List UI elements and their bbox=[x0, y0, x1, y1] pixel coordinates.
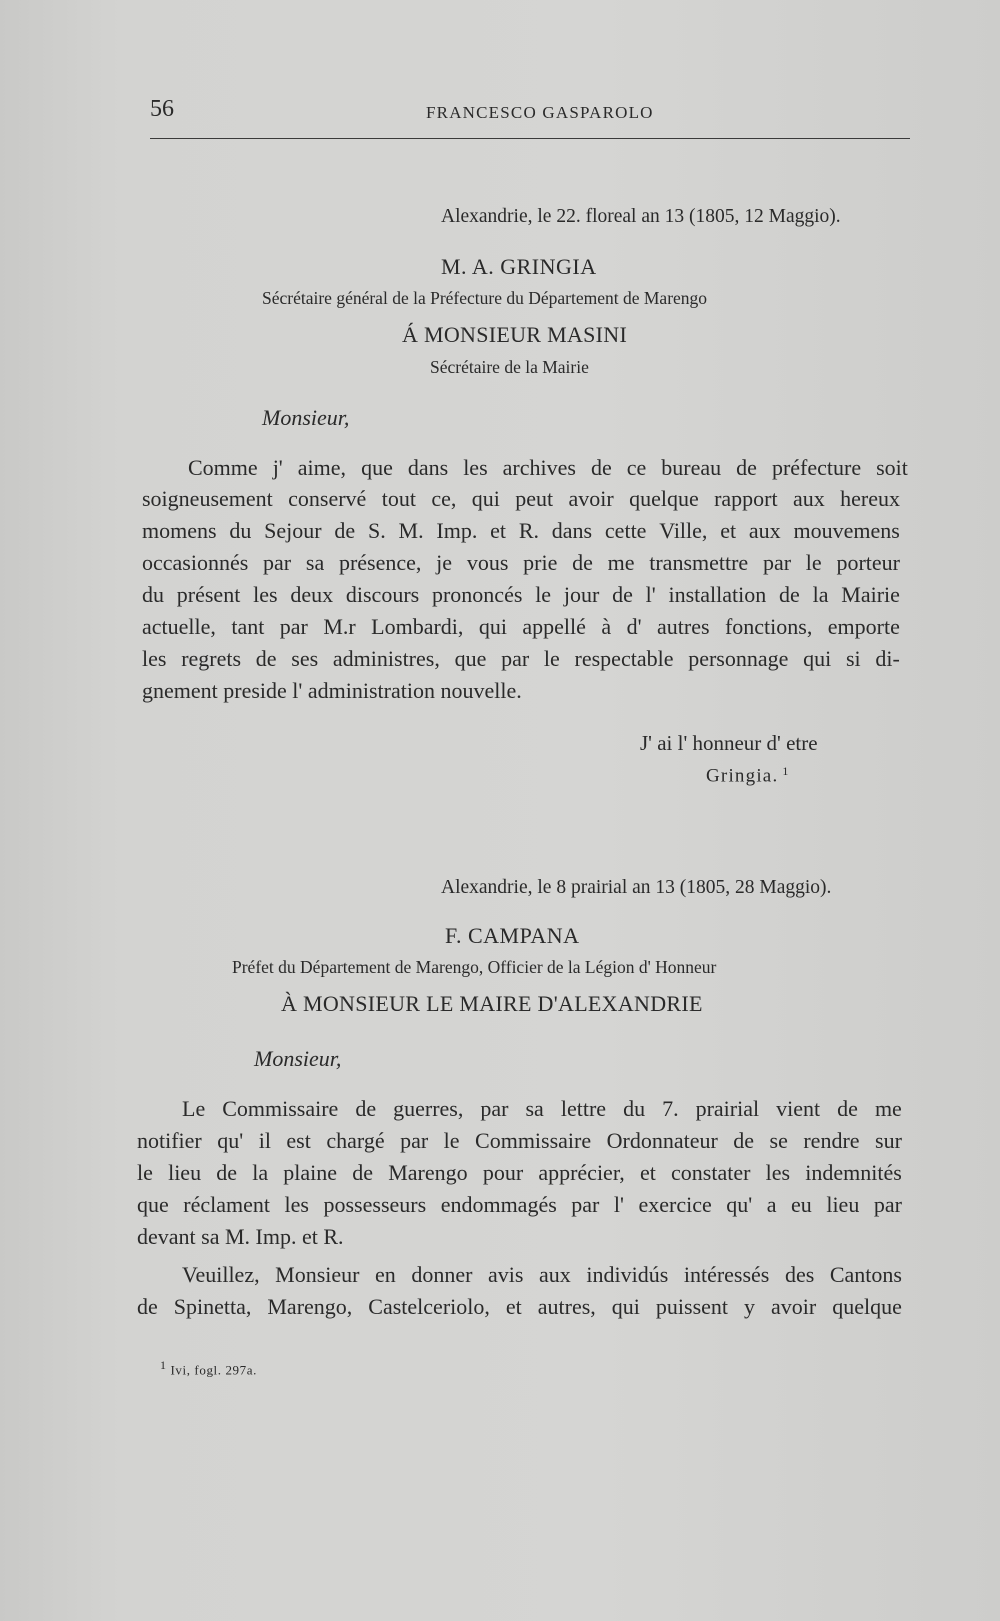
letter-1-closing: J' ai l' honneur d' etre bbox=[640, 731, 818, 755]
footnote-text: Ivi, fogl. 297a. bbox=[170, 1362, 257, 1378]
running-title: FRANCESCO GASPAROLO bbox=[426, 103, 654, 122]
letter-2-dateline: Alexandrie, le 8 prairial an 13 (1805, 28 Maggio). bbox=[441, 877, 832, 898]
letter-2-body-line: Veuillez, Monsieur en donner avis aux individús intéressés des Cantons bbox=[182, 1262, 902, 1287]
letter-2-body-line: notifier qu' il est chargé par le Commissaire Ordonnateur de se rendre sur bbox=[137, 1128, 902, 1153]
letter-2-body-line: Le Commissaire de guerres, par sa lettre du 7. prairial vient de me bbox=[182, 1096, 902, 1121]
letter-2-sender-role: Préfet du Département de Marengo, Officier de la Légion d' Honneur bbox=[232, 957, 717, 977]
footnote-reference: 1 bbox=[782, 764, 789, 778]
footnote-mark: 1 bbox=[160, 1358, 167, 1372]
letter-2-body-line: le lieu de la plaine de Marengo pour apprécier, et constater les indemnités bbox=[137, 1160, 902, 1185]
letter-1-body-line: du présent les deux discours prononcés le jour de l' installation de la Mairie bbox=[142, 582, 900, 607]
letter-2-sender: F. CAMPANA bbox=[445, 923, 580, 948]
letter-1-signature-block bbox=[706, 764, 788, 787]
letter-2-body-line: de Spinetta, Marengo, Castelceriolo, et autres, qui puissent y avoir quelque bbox=[137, 1294, 902, 1319]
header-rule bbox=[150, 138, 910, 139]
letter-1-body-line: gnement preside l' administration nouvelle. bbox=[142, 678, 522, 703]
letter-1-signature: Gringia. bbox=[706, 765, 779, 787]
letter-1-body-line: momens du Sejour de S. M. Imp. et R. dans cette Ville, et aux mouvemens bbox=[142, 518, 900, 543]
letter-1-sender-role: Sécrétaire général de la Préfecture du Département de Marengo bbox=[262, 288, 708, 308]
letter-1-sender: M. A. GRINGIA bbox=[441, 254, 597, 279]
letter-1-addressee: Á MONSIEUR MASINI bbox=[402, 322, 628, 347]
footnote bbox=[160, 1358, 257, 1378]
letter-2-addressee: À MONSIEUR LE MAIRE D'ALEXANDRIE bbox=[281, 991, 703, 1016]
letter-2-salutation: Monsieur, bbox=[254, 1046, 342, 1071]
letter-1-salutation: Monsieur, bbox=[262, 405, 350, 430]
letter-2-body-line: devant sa M. Imp. et R. bbox=[137, 1224, 344, 1249]
letter-1-body-line: les regrets de ses administres, que par le respectable personnage qui si di- bbox=[142, 646, 900, 671]
letter-2-body-line: que réclament les possesseurs endommagés par l' exercice qu' a eu lieu par bbox=[137, 1192, 902, 1217]
page-number: 56 bbox=[150, 96, 174, 122]
letter-1-body-line: soigneusement conservé tout ce, qui peut avoir quelque rapport aux hereux bbox=[142, 486, 900, 511]
letter-1-dateline: Alexandrie, le 22. floreal an 13 (1805, 12 Maggio). bbox=[441, 206, 841, 227]
letter-1-body-line: occasionnés par sa présence, je vous prie de me transmettre par le porteur bbox=[142, 550, 900, 575]
letter-1-body-line: actuelle, tant par M.r Lombardi, qui appellé à d' autres fonctions, emporte bbox=[142, 614, 900, 639]
letter-1-addressee-role: Sécrétaire de la Mairie bbox=[430, 357, 589, 377]
letter-1-body-line: Comme j' aime, que dans les archives de ce bureau de préfecture soit bbox=[188, 455, 908, 480]
